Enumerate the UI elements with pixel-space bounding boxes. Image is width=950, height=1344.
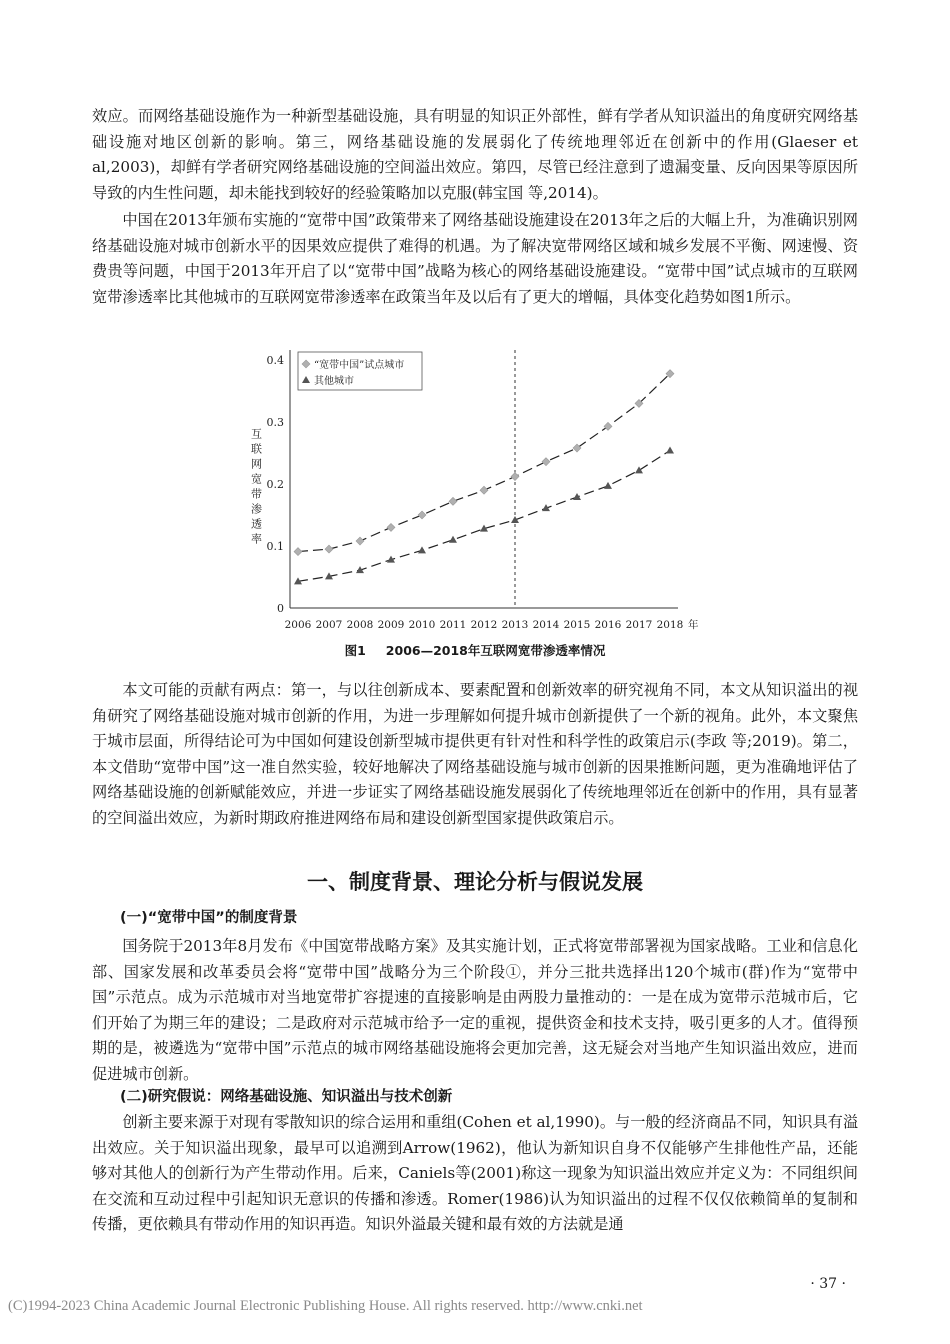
x-tick-label: 2010 <box>408 619 436 631</box>
legend-label: “宽带中国”试点城市 <box>314 360 405 371</box>
data-point-triangle <box>604 482 612 489</box>
figure-number: 图1 <box>344 643 366 658</box>
y-tick-label: 0.3 <box>266 416 284 429</box>
y-tick-label: 0.2 <box>266 478 284 491</box>
x-tick-label: 2013 <box>501 619 529 631</box>
paragraph-broadband-policy: 中国在2013年颁布实施的“宽带中国”政策带来了网络基础设施建设在2013年之后的大幅上升，为准确识别网络基础设施对城市创新水平的因果效应提供了难得的机遇。为了解决宽带网络区域和城乡发展不平衡、网速慢、资费贵等问题，中国于2013年开启了以“宽带中国”战略为核心的网络基础设施建设。“宽带中国”试点城市的互联网宽带渗透率比其他城市的互联网宽带渗透率在政策当年及以后有了更大的增幅，具体变化趋势如图1所示。 <box>92 211 858 306</box>
series-line-1 <box>298 451 670 582</box>
x-axis-label: 年 <box>688 619 699 631</box>
data-point-diamond <box>387 523 395 531</box>
figure-title: 2006—2018年互联网宽带渗透率情况 <box>385 643 606 658</box>
data-point-diamond <box>294 548 302 556</box>
x-tick-label: 2007 <box>315 619 343 631</box>
data-point-triangle <box>635 466 643 473</box>
figure-1-caption <box>0 641 950 659</box>
section-heading: 一、制度背景、理论分析与假说发展 <box>307 870 643 894</box>
data-point-diamond <box>604 422 612 430</box>
x-tick-label: 2012 <box>470 619 498 631</box>
x-tick-label: 2008 <box>346 619 374 631</box>
y-tick-label: 0.4 <box>266 354 284 367</box>
data-point-triangle <box>449 536 457 543</box>
paragraph-hypothesis: 创新主要来源于对现有零散知识的综合运用和重组(Cohen et al,1990)。与一般的经济商品不同，知识具有溢出效应。关于知识溢出现象，最早可以追溯到Arrow(1962)，他认为新知识自身不仅能够产生排他性产品，还能够对其他人的创新行为产生带动作用。后来，Caniels等(2001)称这一现象为知识溢出效应并定义为：不同组织间在交流和互动过程中引起知识无意识的传播和渗透。Romer(1986)认为知识溢出的过程不仅仅依赖简单的复制和传播，更依赖具有带动作用的知识再造。知识外溢最关键和最有效的方法就是通 <box>92 1113 859 1234</box>
y-tick-label: 0.1 <box>266 540 284 553</box>
data-point-diamond <box>480 486 488 494</box>
x-tick-label: 2015 <box>563 619 591 631</box>
x-tick-label: 2014 <box>532 619 560 631</box>
data-point-triangle <box>418 546 426 553</box>
data-point-diamond <box>418 511 426 519</box>
x-tick-label: 2009 <box>377 619 405 631</box>
x-tick-label: 2006 <box>284 619 312 631</box>
x-tick-label: 2017 <box>625 619 653 631</box>
paragraph-institutional-background: 国务院于2013年8月发布《中国宽带战略方案》及其实施计划，正式将宽带部署视为国家战略。工业和信息化部、国家发展和改革委员会将“宽带中国”战略分为三个阶段①，并分三批共选择出120个城市(群)作为“宽带中国”示范点。成为示范城市对当地宽带扩容提速的直接影响是由两股力量推动的：一是在成为宽带示范城市后，它们开始了为期三年的建设；二是政府对示范城市给予一定的重视，提供资金和技术支持，吸引更多的人才。值得预期的是，被遴选为“宽带中国”示范点的城市网络基础设施将会更加完善，这无疑会对当地产生知识溢出效应，进而促进城市创新。 <box>92 937 858 1083</box>
x-tick-label: 2011 <box>439 619 467 631</box>
x-tick-label: 2016 <box>594 619 622 631</box>
data-point-diamond <box>542 458 550 466</box>
paragraph-contribution: 本文可能的贡献有两点：第一，与以往创新成本、要素配置和创新效率的研究视角不同，本文从知识溢出的视角研究了网络基础设施对城市创新的作用，为进一步理解如何提升城市创新提供了一个新的视角。此外，本文聚焦于城市层面，所得结论可为中国如何建设创新型城市提供更有针对性和科学性的政策启示(李政 等;2019)。第二，本文借助“宽带中国”这一准自然实验，较好地解决了网络基础设施与城市创新的因果推断问题，更为准确地评估了网络基础设施的创新赋能效应，并进一步证实了网络基础设施发展弱化了传统地理邻近在创新中的作用，具有显著的空间溢出效应，为新时期政府推进网络布局和建设创新型国家提供政策启示。 <box>92 681 858 827</box>
data-point-diamond <box>573 444 581 452</box>
data-point-diamond <box>325 545 333 553</box>
paragraph-intro-continued: 效应。而网络基础设施作为一种新型基础设施，具有明显的知识正外部性，鲜有学者从知识溢出的角度研究网络基础设施对地区创新的影响。第三，网络基础设施的发展弱化了传统地理邻近在创新中的作用(Glaeser et al,2003)，却鲜有学者研究网络基础设施的空间溢出效应。第四，尽管已经注意到了遗漏变量、反向因果等原因所导致的内生性问题，却未能找到较好的经验策略加以克服(韩宝国 等,2014)。 <box>92 107 858 202</box>
data-point-triangle <box>666 447 674 454</box>
copyright-footer: (C)1994-2023 China Academic Journal Electronic Publishing House. All rights reserved. http://www.cnki.net <box>8 1298 643 1314</box>
data-point-diamond <box>511 473 519 481</box>
data-point-diamond <box>449 497 457 505</box>
x-tick-label: 2018 <box>656 619 684 631</box>
y-tick-label: 0 <box>277 602 284 615</box>
figure-1-chart <box>240 340 710 636</box>
y-axis-label: 互联网宽带渗透率 <box>249 428 263 548</box>
page-number: · 37 · <box>810 1276 846 1292</box>
legend-label: 其他城市 <box>314 376 354 387</box>
data-point-diamond <box>356 537 364 545</box>
subsection-heading-2: (二)研究假说：网络基础设施、知识溢出与技术创新 <box>120 1089 453 1105</box>
subsection-heading-1: (一)“宽带中国”的制度背景 <box>120 910 298 926</box>
